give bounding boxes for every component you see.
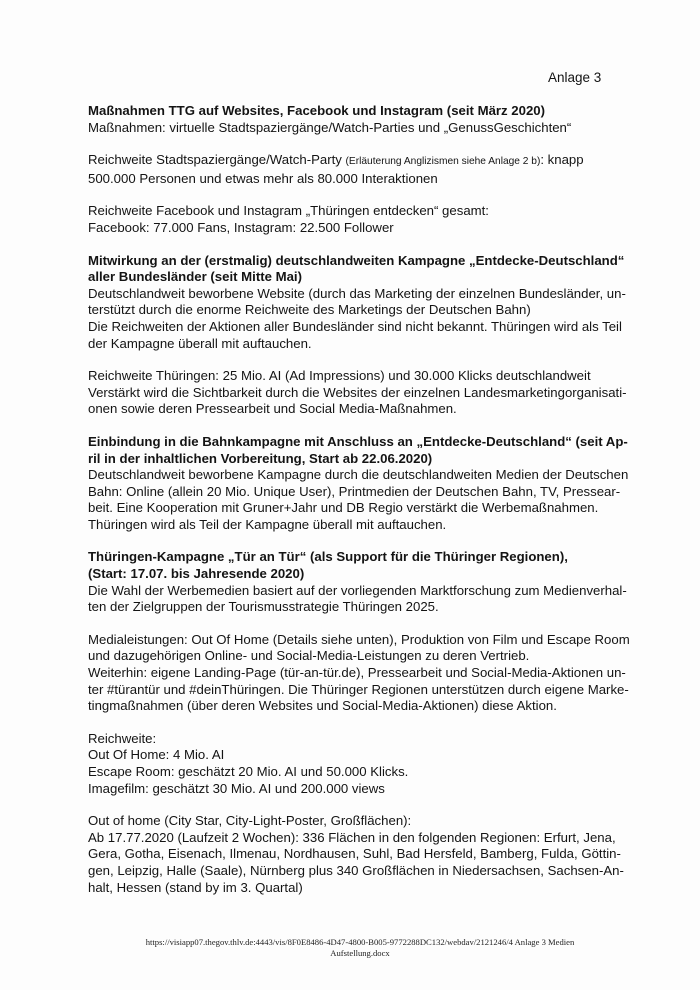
paragraph-line: Ab 17.77.2020 (Laufzeit 2 Wochen): 336 Flächen in den folgenden Regionen: Erfurt, Jena, bbox=[88, 829, 616, 845]
footer-url: https://visiapp07.thegov.thlv.de:4443/vis/8F0E8486-4D47-4800-B005-9772288DC132/webdav/2121246/4 Anlage 3 Medien bbox=[145, 937, 575, 947]
footnote-reference: (Erläuterung Anglizismen siehe Anlage 2 b) bbox=[345, 156, 541, 168]
paragraph-line: terstützt durch die enorme Reichweite des Marketings der Deutschen Bahn) bbox=[88, 302, 531, 318]
paragraph-line: Facebook: 77.000 Fans, Instagram: 22.500 Follower bbox=[88, 219, 394, 235]
section-heading: Einbindung in die Bahnkampagne mit Anschluss an „Entdecke-Deutschland“ (seit Ap- bbox=[88, 433, 628, 449]
paragraph-line: der Kampagne überall mit auftauchen. bbox=[88, 335, 312, 351]
paragraph-line: Thüringen wird als Teil der Kampagne überall mit auftauchen. bbox=[88, 516, 447, 532]
section-ttg-measures bbox=[88, 103, 616, 237]
paragraph-line bbox=[88, 152, 616, 171]
reach-list-item: Out Of Home: 4 Mio. AI bbox=[88, 747, 225, 763]
reach-list-item: Escape Room: geschätzt 20 Mio. AI und 50.000 Klicks. bbox=[88, 764, 409, 779]
section-heading: Thüringen-Kampagne „Tür an Tür“ (als Support für die Thüringer Regionen), bbox=[88, 549, 568, 565]
reach-text: Reichweite Stadtspaziergänge/Watch-Party bbox=[88, 152, 346, 168]
paragraph-line: ter #türantür und #deinThüringen. Die Thüringer Regionen unterstützen durch eigene Marke- bbox=[88, 681, 629, 697]
annex-label: Anlage 3 bbox=[548, 70, 602, 85]
section-entdecke-deutschland bbox=[88, 252, 627, 418]
paragraph-line: halt, Hessen (stand by im 3. Quartal) bbox=[88, 879, 303, 895]
document-body bbox=[88, 103, 630, 896]
reach-list-title: Reichweite: bbox=[88, 730, 157, 746]
reach-text: : knapp bbox=[540, 152, 584, 168]
paragraph-line: Maßnahmen: virtuelle Stadtspaziergänge/Watch-Parties und „GenussGeschichten“ bbox=[88, 119, 572, 135]
paragraph-line: Reichweite Thüringen: 25 Mio. AI (Ad Impressions) und 30.000 Klicks deutschlandweit bbox=[88, 368, 591, 384]
paragraph-line: gen, Leipzig, Halle (Saale), Nürnberg plus 340 Großflächen in Niedersachsen, Sachsen-An- bbox=[88, 862, 624, 878]
section-heading: (Start: 17.07. bis Jahresende 2020) bbox=[88, 566, 305, 582]
paragraph-line: Deutschlandweit beworbene Kampagne durch die deutschlandweiten Medien der Deutschen bbox=[88, 467, 629, 483]
paragraph-line: beit. Eine Kooperation mit Gruner+Jahr und DB Regio verstärkt die Werbemaßnahmen. bbox=[88, 500, 599, 516]
paragraph-line: 500.000 Personen und etwas mehr als 80.000 Interaktionen bbox=[88, 170, 438, 186]
section-heading: aller Bundesländer (seit Mitte Mai) bbox=[88, 269, 302, 285]
paragraph-line: Die Wahl der Werbemedien basiert auf der vorliegenden Marktforschung zum Medienverhal- bbox=[88, 582, 627, 598]
paragraph-line: Die Reichweiten der Aktionen aller Bundesländer sind nicht bekannt. Thüringen wird als Teil bbox=[88, 318, 622, 334]
paragraph-line: Weiterhin: eigene Landing-Page (tür-an-tür.de), Pressearbeit und Social-Media-Aktionen un- bbox=[88, 665, 626, 681]
paragraph-line: und dazugehörigen Online- und Social-Media-Leistungen zu deren Vertrieb. bbox=[88, 648, 530, 664]
section-bahnkampagne bbox=[88, 433, 629, 534]
section-heading: Mitwirkung an der (erstmalig) deutschlandweiten Kampagne „Entdecke-Deutschland“ bbox=[88, 252, 625, 268]
paragraph-line: onen sowie deren Pressearbeit und Social Media-Maßnahmen. bbox=[88, 401, 457, 417]
paragraph-line: Reichweite Facebook und Instagram „Thüringen entdecken“ gesamt: bbox=[88, 203, 489, 219]
paragraph-line: Bahn: Online (allein 20 Mio. Unique User), Printmedien der Deutschen Bahn, TV, Pressear- bbox=[88, 483, 621, 499]
section-heading: Maßnahmen TTG auf Websites, Facebook und Instagram (seit März 2020) bbox=[88, 103, 546, 118]
document-footer bbox=[110, 937, 610, 959]
paragraph-line: ten der Zielgruppen der Tourismusstrategie Thüringen 2025. bbox=[88, 599, 439, 615]
paragraph-line: Verstärkt wird die Sichtbarkeit durch die Websites der einzelnen Landesmarketingorganisati- bbox=[88, 384, 627, 400]
footer-filename: Aufstellung.docx bbox=[330, 948, 390, 958]
section-tuer-an-tuer bbox=[88, 549, 630, 896]
paragraph-line: Gera, Gotha, Eisenach, Ilmenau, Nordhausen, Suhl, Bad Hersfeld, Bamberg, Fulda, Göttin- bbox=[88, 846, 621, 862]
paragraph-line: tingmaßnahmen (über deren Websites und Social-Media-Aktionen) diese Aktion. bbox=[88, 698, 557, 714]
paragraph-line: Out of home (City Star, City-Light-Poster, Großflächen): bbox=[88, 813, 412, 829]
section-heading: ril in der inhaltlichen Vorbereitung, Start ab 22.06.2020) bbox=[88, 450, 433, 466]
paragraph-line: Deutschlandweit beworbene Website (durch das Marketing der einzelnen Bundesländer, un- bbox=[88, 285, 626, 301]
paragraph-line: Medialeistungen: Out Of Home (Details siehe unten), Produktion von Film und Escape Room bbox=[88, 631, 630, 647]
reach-list-item: Imagefilm: geschätzt 30 Mio. AI und 200.000 views bbox=[88, 780, 385, 796]
